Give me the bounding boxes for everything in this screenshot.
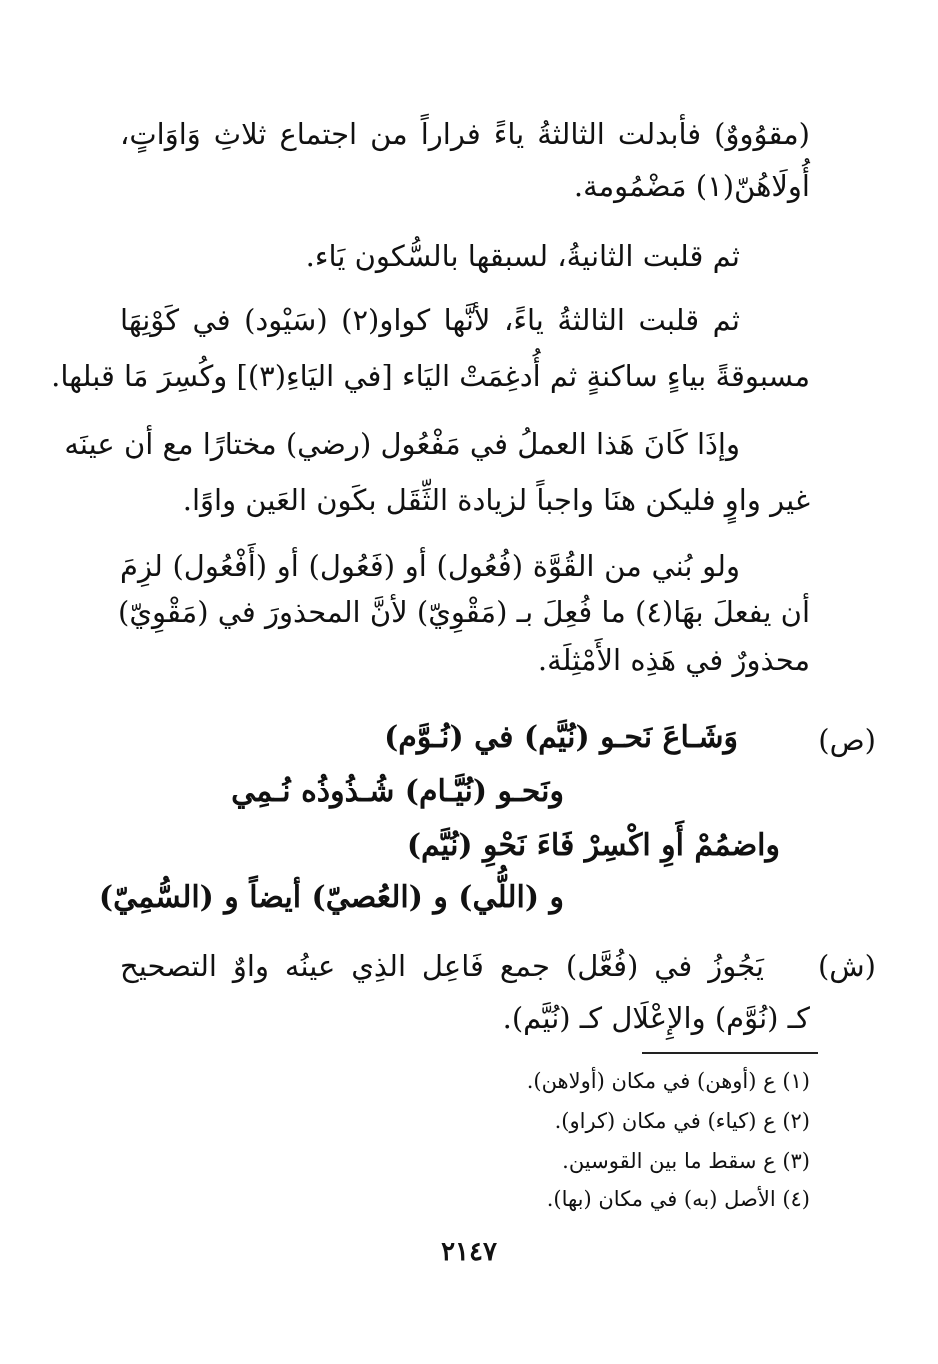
footnote: (١) ع (أوهن) في مكان (أولاهن).: [526, 1069, 810, 1093]
body-line: مسبوقةً بياءٍ ساكنةٍ ثم أُدغِمَتْ اليَاء [في اليَاءِ(٣)] وكُسِرَ مَا قبلها.: [51, 359, 810, 393]
footnote: (٣) ع سقط ما بين القوسين.: [562, 1149, 810, 1173]
footnote: (٤) الأصل (به) في مكان (بها).: [546, 1187, 810, 1211]
verse-line: واضمُمْ أَوِ اكْسِرْ فَاءَ نَحْوِ (نُيَّم): [406, 828, 780, 863]
body-line: ثم قلبت الثانيةُ، لسبقها بالسُّكون يَاء.: [305, 239, 740, 273]
footnote: (٢) ع (كياء) في مكان (كراو).: [554, 1109, 810, 1133]
body-line: محذورٌ في هَذِه الأَمْثِلَة.: [537, 643, 810, 677]
body-line: ولو بُني من القُوَّة (فُعُول) أو (فَعُول) أو (أَفْعُول) لزِمَ: [120, 549, 740, 583]
body-line: وإذَا كَانَ هَذا العملُ في مَفْعُول (رضي) مختارًا مع أن عينَه: [64, 427, 740, 461]
body-line: ثم قلبت الثالثةُ ياءً، لأنَّها كواو(٢) (سَيْود) في كَوْنِهَا: [120, 303, 740, 337]
commentary-line: كـ (نُوَّم) والإِعْلَال كـ (نُيَّم).: [502, 1001, 810, 1035]
verse-line: وَشَـاعَ نَحـو (نُيَّم) في (نُـوَّم): [384, 720, 738, 755]
footnote-separator: [642, 1052, 818, 1054]
body-line: أُولَاهُنّ(١) مَضْمُومة.: [573, 169, 810, 203]
verse-label: (ص): [818, 723, 876, 757]
commentary-label: (ش): [817, 949, 876, 983]
body-line: (مقوُووٌ) فأبدلت الثالثةُ ياءً فراراً من اجتماع ثلاثِ وَاوَاتٍ،: [120, 117, 810, 151]
body-line: أن يفعلَ بهَا(٤) ما فُعِلَ بـ (مَقْوِيّ) لأنَّ المحذورَ في (مَقْوِيّ): [118, 595, 810, 629]
page-number: ٢١٤٧: [441, 1237, 497, 1267]
verse-line: و (اللُّي) و (العُصيّ) أيضاً و (السُّمِيّ): [98, 880, 564, 915]
verse-line: ونَحـو (نُيَّـام) شُـذُوذُه نُـمِي: [231, 774, 564, 809]
body-line: غير واوٍ فليكن هنَا واجباً لزيادة الثِّقَل بكَون العَين واوًا.: [182, 483, 810, 517]
commentary-line: يَجُوزُ في (فُعَّل) جمع فَاعِل الذِي عينُه واوٌ التصحيح: [120, 949, 764, 983]
